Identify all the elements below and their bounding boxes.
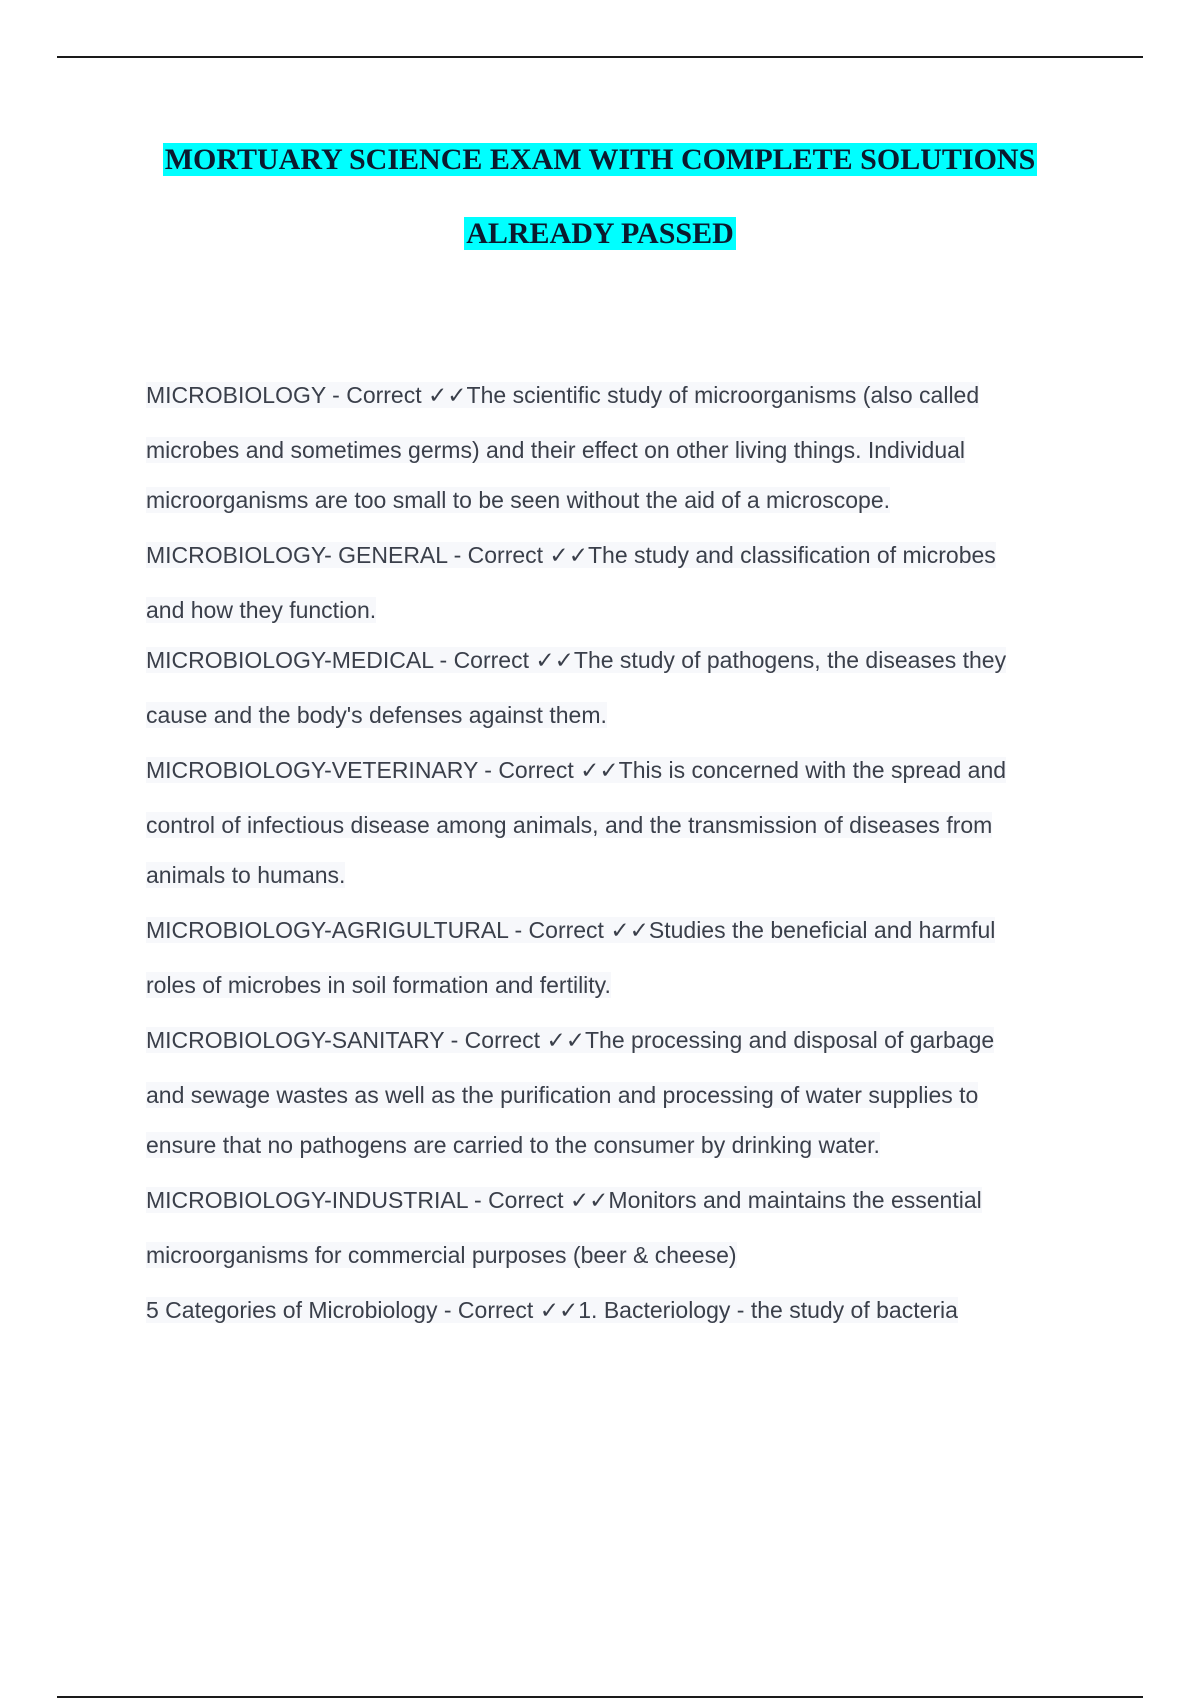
text-line: MICROBIOLOGY-INDUSTRIAL - Correct ✓✓Monitors and maintains the essential — [146, 1187, 982, 1213]
title-line-1: MORTUARY SCIENCE EXAM WITH COMPLETE SOLUTIONS — [164, 143, 1036, 176]
text-line: and sewage wastes as well as the purification and processing of water supplies to — [146, 1082, 979, 1108]
text-line: ensure that no pathogens are carried to the consumer by drinking water. — [146, 1132, 880, 1158]
document-title — [0, 140, 1200, 254]
text-line: control of infectious disease among animals, and the transmission of diseases from — [146, 812, 993, 838]
text-line: MICROBIOLOGY-AGRIGULTURAL - Correct ✓✓Studies the beneficial and harmful — [146, 917, 996, 943]
text-line: cause and the body's defenses against them. — [146, 702, 607, 728]
text-line: roles of microbes in soil formation and fertility. — [146, 972, 611, 998]
text-line: microorganisms are too small to be seen without the aid of a microscope. — [146, 487, 891, 513]
text-line: microbes and sometimes germs) and their effect on other living things. Individual — [146, 437, 966, 463]
text-line: and how they function. — [146, 597, 377, 623]
text-line: MICROBIOLOGY- GENERAL - Correct ✓✓The study and classification of microbes — [146, 542, 996, 568]
text-line: MICROBIOLOGY-SANITARY - Correct ✓✓The processing and disposal of garbage — [146, 1027, 995, 1053]
text-line: MICROBIOLOGY - Correct ✓✓The scientific study of microorganisms (also called — [146, 382, 980, 408]
text-line: 5 Categories of Microbiology - Correct ✓✓1. Bacteriology - the study of bacteria — [146, 1297, 958, 1323]
bottom-rule — [57, 1696, 1143, 1698]
text-line: MICROBIOLOGY-VETERINARY - Correct ✓✓This is concerned with the spread and — [146, 757, 1007, 783]
text-line: microorganisms for commercial purposes (beer & cheese) — [146, 1242, 737, 1268]
exam-entries — [146, 375, 1086, 1345]
top-rule — [57, 56, 1143, 58]
title-line-2: ALREADY PASSED — [466, 217, 734, 250]
text-line: MICROBIOLOGY-MEDICAL - Correct ✓✓The study of pathogens, the diseases they — [146, 647, 1007, 673]
text-line: animals to humans. — [146, 862, 346, 888]
